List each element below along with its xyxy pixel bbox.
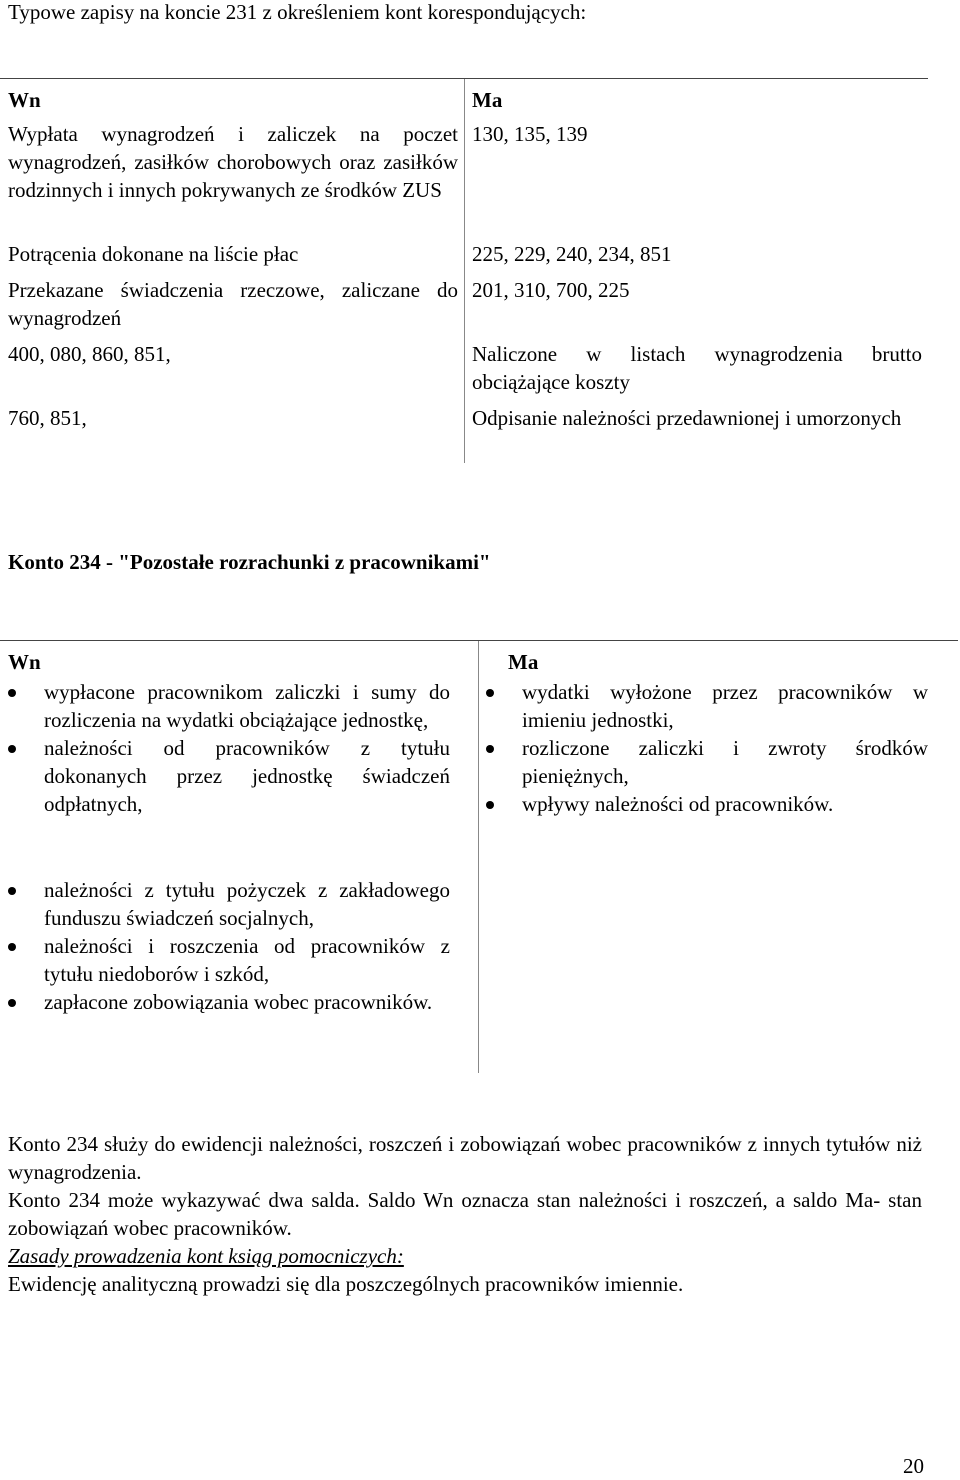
table1-wn-header: Wn	[8, 88, 41, 112]
bullet-icon	[486, 801, 494, 809]
bullet-icon	[8, 887, 16, 895]
table2-divider	[478, 641, 479, 1073]
bullet-icon	[8, 999, 16, 1007]
table1-row5-wn: 760, 851,	[8, 406, 87, 430]
list-item: należności i roszczenia od pracowników z tytułu niedoborów i szkód,	[8, 932, 450, 988]
bullet-icon	[8, 943, 16, 951]
list-item: należności z tytułu pożyczek z zakładowego funduszu świadczeń socjalnych,	[8, 876, 450, 932]
subheading-auxiliary-ledgers: Zasady prowadzenia kont ksiąg pomocniczych:	[8, 1244, 404, 1268]
list-item: zapłacone zobowiązania wobec pracowników.	[8, 988, 450, 1016]
bullet-icon	[8, 689, 16, 697]
section-heading-231: Typowe zapisy na koncie 231 z określeniem kont korespondujących:	[8, 0, 587, 24]
section-heading-234: Konto 234 - "Pozostałe rozrachunki z pracownikami"	[8, 550, 491, 574]
paragraph-1: Konto 234 służy do ewidencji należności, roszczeń i zobowiązań wobec pracowników z innych tytułów niż wynagrodzenia.	[8, 1132, 922, 1184]
table2-ma-header: Ma	[508, 650, 539, 674]
paragraph-2: Konto 234 może wykazywać dwa salda. Saldo Wn oznacza stan należności i roszczeń, a saldo Ma- stan zobowiązań wobec pracowników.	[8, 1188, 922, 1240]
bullet-icon	[486, 689, 494, 697]
table1-row2-wn: Potrącenia dokonane na liście płac	[8, 242, 299, 266]
page-number: 20	[903, 1454, 924, 1478]
list-item: wypłacone pracownikom zaliczki i sumy do rozliczenia na wydatki obciążające jednostkę,	[8, 678, 450, 734]
table1-row3-wn: Przekazane świadczenia rzeczowe, zaliczane do wynagrodzeń	[8, 278, 458, 330]
list-item: należności od pracowników z tytułu dokonanych przez jednostkę świadczeń odpłatnych,	[8, 734, 450, 818]
table2-wn-list-bottom	[8, 876, 450, 1016]
table2-wn-list-top	[8, 678, 450, 818]
table2-wn-header: Wn	[8, 650, 41, 674]
table1-row1-ma: 130, 135, 139	[472, 122, 588, 146]
paragraph-3: Ewidencję analityczną prowadzi się dla poszczególnych pracowników imiennie.	[8, 1272, 684, 1296]
bullet-icon	[8, 745, 16, 753]
list-item: wydatki wyłożone przez pracowników w imieniu jednostki,	[486, 678, 928, 734]
table1-row2-ma: 225, 229, 240, 234, 851	[472, 242, 672, 266]
table2-top-rule	[0, 640, 958, 641]
table1-row4-ma: Naliczone w listach wynagrodzenia brutto obciążające koszty	[472, 342, 922, 394]
table1-row4-wn: 400, 080, 860, 851,	[8, 342, 171, 366]
list-item: wpływy należności od pracowników.	[486, 790, 928, 818]
table2-ma-list	[486, 678, 928, 818]
table1-divider	[464, 79, 465, 463]
table1-row1-wn: Wypłata wynagrodzeń i zaliczek na poczet wynagrodzeń, zasiłków chorobowych oraz zasiłków rodzinnych i innych pokrywanych ze środków ZUS	[8, 122, 458, 202]
table1-row5-ma: Odpisanie należności przedawnionej i umorzonych	[472, 406, 902, 430]
table1-row3-ma: 201, 310, 700, 225	[472, 278, 630, 302]
list-item: rozliczone zaliczki i zwroty środków pieniężnych,	[486, 734, 928, 790]
bullet-icon	[486, 745, 494, 753]
table1-ma-header: Ma	[472, 88, 503, 112]
